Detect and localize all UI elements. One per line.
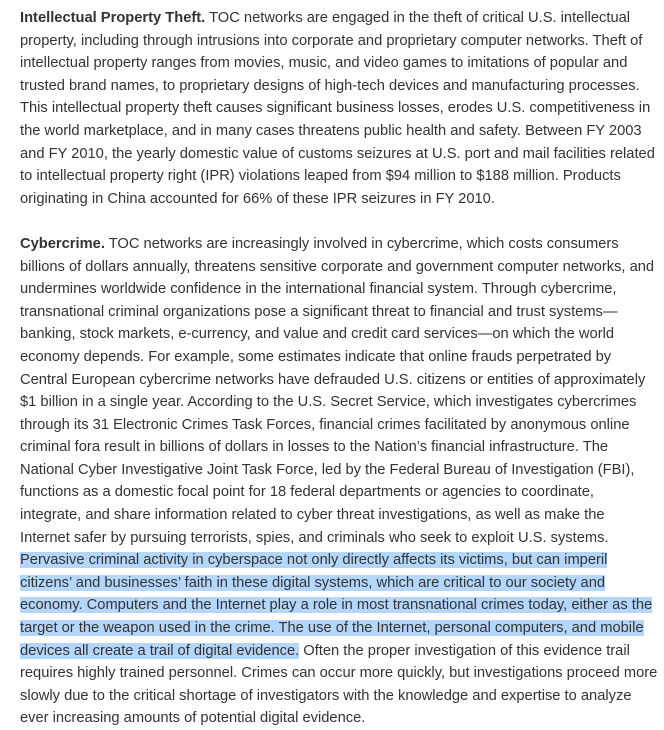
document-body bbox=[20, 7, 658, 730]
cybercrime-paragraph[interactable] bbox=[20, 233, 658, 730]
ip-theft-text[interactable]: TOC networks are engaged in the theft of critical U.S. intellectual property, including through intrusions into corporate and proprietary computer networks. Theft of intellectual property ranges from movies, music, and video games to imitations of popular and trusted brand names, to proprietary designs of high-tech devices and manufacturing processes. This intellectual property theft causes significant business losses, erodes U.S. competitiveness in the world marketplace, and in many cases threatens public health and safety. Between FY 2003 and FY 2010, the yearly domestic value of customs seizures at U.S. port and mail facilities related to intellectual property right (IPR) violations leaped from $94 million to $188 million. Products originating in China accounted for 66% of these IPR seizures in FY 2010. bbox=[20, 10, 655, 207]
ip-theft-paragraph[interactable] bbox=[20, 7, 658, 210]
cybercrime-text-continued[interactable]: Often the proper investigation of this evidence trail requires highly trained personnel. Crimes can occur more quickly, but investigations proceed more slowly due to the critical shortage of investigators with the knowledge and expertise to analyze ever increasing amounts of potential digital evidence. bbox=[20, 642, 658, 727]
cybercrime-heading: Cybercrime. bbox=[20, 235, 105, 252]
text-selection-highlight[interactable]: Pervasive criminal activity in cyberspace not only directly affects its victims, but can imperil citizens’ and businesses’ faith in these digital systems, which are critical to our society and economy. Computers and the Internet play a role in most transnational crimes today, either as the target or the weapon used in the crime. The use of the Internet, personal computers, and mobile devices all create a trail of digital evidence. bbox=[20, 552, 653, 659]
ip-theft-heading: Intellectual Property Theft. bbox=[20, 10, 206, 26]
cybercrime-text[interactable]: TOC networks are increasingly involved in cybercrime, which costs consumers billions of dollars annually, threatens sensitive corporate and government computer networks, and undermines worldwide confidence in the international financial system. Through cybercrime, transnational criminal organizations pose a significant threat to financial and trust systems—banking, stock markets, e-currency, and value and credit card services—on which the world economy depends. For example, some estimates indicate that online frauds perpetrated by Central European cybercrime networks have defrauded U.S. citizens or entities of approximately $1 billion in a single year. According to the U.S. Secret Service, which investigates cybercrimes through its 31 Electronic Crimes Task Forces, financial crimes facilitated by anonymous online criminal fora result in billions of dollars in losses to the Nation’s financial infrastructure. The National Cyber Investigative Joint Task Force, led by the Federal Bureau of Investigation (FBI), functions as a domestic focal point for 18 federal departments or agencies to coordinate, integrate, and share information related to cyber threat investigations, as well as make the Internet safer by pursuing terrorists, spies, and criminals who seek to exploit U.S. systems. bbox=[20, 235, 655, 546]
